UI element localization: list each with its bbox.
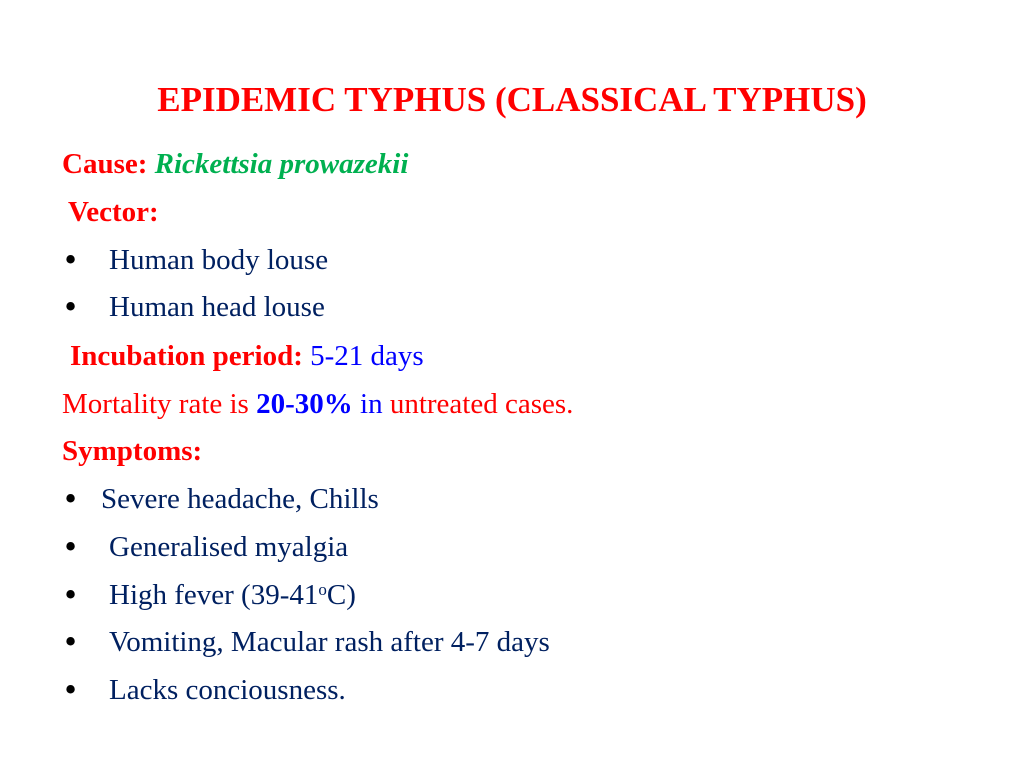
slide-title: EPIDEMIC TYPHUS (CLASSICAL TYPHUS) — [157, 80, 867, 119]
symptoms-label: Symptoms: — [62, 435, 203, 467]
fever-text: High fever (39-41 — [109, 579, 319, 611]
mortality-prefix: Mortality rate is — [62, 388, 249, 420]
incubation-value: 5-21 days — [310, 340, 424, 372]
bullet-icon: • — [62, 243, 80, 277]
vector-item: Human body louse — [109, 244, 329, 276]
symptom-item: Vomiting, Macular rash after 4-7 days — [109, 626, 550, 658]
symptom-item: Severe headache, Chills — [101, 483, 379, 515]
bullet-icon: • — [62, 578, 80, 612]
mortality-middle: in — [360, 388, 383, 420]
bullet-icon: • — [62, 625, 80, 659]
incubation-label: Incubation period: — [70, 340, 303, 372]
vector-label: Vector: — [68, 196, 159, 228]
mortality-value: 20-30% — [256, 388, 353, 420]
mortality-line — [62, 386, 573, 422]
vector-line — [68, 194, 159, 230]
cause-line — [62, 146, 408, 182]
incubation-line — [70, 338, 424, 374]
cause-label: Cause: — [62, 148, 148, 180]
bullet-icon: • — [62, 673, 80, 707]
symptom-item-fever — [109, 577, 356, 613]
vector-item: Human head louse — [109, 291, 325, 323]
degree-superscript: o — [318, 580, 327, 599]
symptoms-line — [62, 433, 202, 469]
cause-organism: Rickettsia prowazekii — [154, 148, 409, 180]
bullet-icon: • — [62, 482, 80, 516]
bullet-icon: • — [62, 290, 80, 324]
symptom-item: Generalised myalgia — [109, 531, 349, 563]
symptom-item: Lacks conciousness. — [109, 674, 346, 706]
bullet-icon: • — [62, 530, 80, 564]
mortality-suffix: untreated cases. — [389, 388, 574, 420]
fever-unit: C) — [326, 579, 356, 611]
